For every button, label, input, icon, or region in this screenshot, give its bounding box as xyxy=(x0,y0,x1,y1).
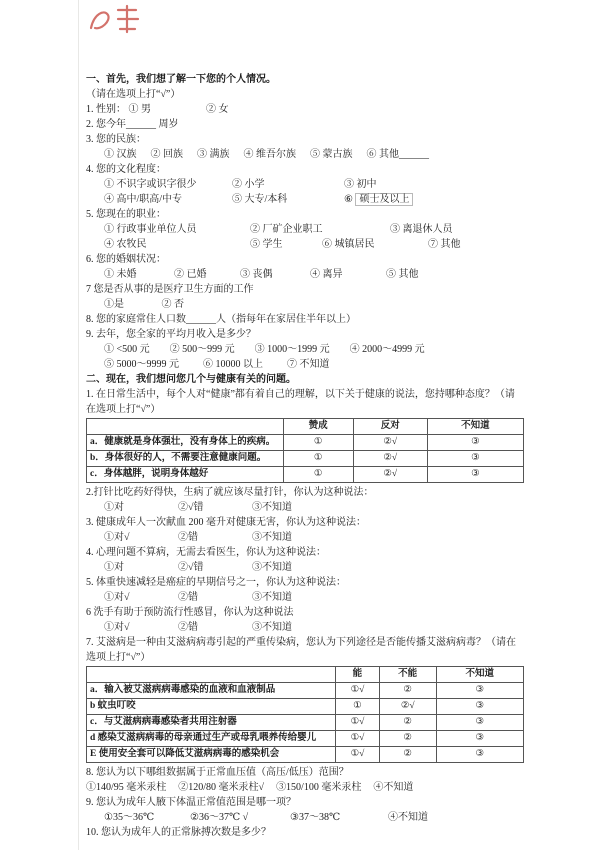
statement-cell: a．输入被艾滋病病毒感染的血液和血液制品 xyxy=(87,683,336,699)
answer-cell: ① xyxy=(336,699,380,715)
table-header xyxy=(87,667,336,683)
question-handwashing-label: 6 洗手有助于预防流行性感冒，你认为这种说法 xyxy=(86,607,294,618)
option: ①对√ xyxy=(104,532,130,543)
option: ③不知道 xyxy=(252,592,292,603)
question-household-size: 8. 您的家庭常住人口数______人（指每年在家居住半年以上） xyxy=(86,314,356,325)
option: ① 不识字或识字很少 xyxy=(104,179,197,190)
answer-cell: ① xyxy=(283,451,353,467)
option: ③37～38℃ xyxy=(290,812,341,823)
question-income-options-row1 xyxy=(86,342,524,357)
question-blood-donation-options xyxy=(86,530,524,545)
question-blood-donation-label: 3. 健康成年人一次献血 200 毫升对健康无害，你认为这种说法： xyxy=(86,517,366,528)
answer-cell: ①√ xyxy=(336,731,380,747)
statement-cell: b．身体很好的人，不需要注意健康问题。 xyxy=(87,451,284,467)
questionnaire-content xyxy=(86,72,524,840)
question-injection-options xyxy=(86,500,524,515)
answer-cell: ③ xyxy=(436,683,523,699)
statement-cell: c．身体越胖，说明身体越好 xyxy=(87,467,284,483)
option: ④不知道 xyxy=(388,812,428,823)
option: ⑥ 10000 以上 xyxy=(203,359,263,370)
option: ⑤ 其他 xyxy=(386,269,419,280)
question-occupation-label: 5. 您现在的职业： xyxy=(86,209,166,220)
answer-cell: ③ xyxy=(436,731,523,747)
option: ③不知道 xyxy=(252,622,292,633)
table-row xyxy=(87,451,524,467)
option: ⑥ 其他______ xyxy=(366,149,429,160)
question-medical-work-label: 7 您是否从事的是医疗卫生方面的工作 xyxy=(86,284,254,295)
answer-cell: ① xyxy=(283,435,353,451)
option: ②错 xyxy=(178,622,198,633)
option: ② 厂矿企业职工 xyxy=(250,224,323,235)
answer-cell: ②√ xyxy=(353,451,427,467)
section2-title: 二、现在，我们想问您几个与健康有关的问题。 xyxy=(86,374,296,385)
option: ①对√ xyxy=(104,622,130,633)
option: ⑦ 其他 xyxy=(428,239,461,250)
question-gender xyxy=(86,102,524,117)
table-header xyxy=(87,419,284,435)
table-row xyxy=(87,699,524,715)
question-body-temp-label: 9. 您认为成年人腋下体温正常值范围是哪一项？ xyxy=(86,797,296,808)
answer-cell: ②√ xyxy=(379,699,436,715)
option: ③不知道 xyxy=(252,532,292,543)
answer-cell: ① xyxy=(283,467,353,483)
option: ② 已婚 xyxy=(174,269,207,280)
question-education-options-row1 xyxy=(86,177,524,192)
answer-cell: ③ xyxy=(436,715,523,731)
option: ①是 xyxy=(104,299,124,310)
table-row xyxy=(87,731,524,747)
option: ①对 xyxy=(104,562,124,573)
option: ① 行政事业单位人员 xyxy=(104,224,197,235)
question-blood-pressure-label: 8. 您认为以下哪组数据属于正常血压值（高压/低压）范围？ xyxy=(86,767,349,778)
option: ③ 离退休人员 xyxy=(390,224,453,235)
option: ⑦ 不知道 xyxy=(287,359,330,370)
option: ④不知道 xyxy=(373,782,414,793)
question-aids-text: 7. 艾滋病是一种由艾滋病病毒引起的严重传染病，您认为下列途径是否能传播艾滋病病毒？（请在选项上打“√”） xyxy=(86,637,516,663)
question-income-label: 9. 去年，您全家的平均月收入是多少？ xyxy=(86,329,256,340)
option: ② 否 xyxy=(161,299,184,310)
option: ①对 xyxy=(104,502,124,513)
question-marital-label: 6. 您的婚姻状况： xyxy=(86,254,166,265)
question-body-temp-options xyxy=(86,810,524,825)
option: ① <500 元 xyxy=(104,344,150,355)
section1-title: 一、首先，我们想了解一下您的个人情况。 xyxy=(86,74,276,85)
option: ③ 丧偶 xyxy=(240,269,273,280)
question-occupation-options-row2 xyxy=(86,237,524,252)
question-label: 1. 性别： xyxy=(86,104,126,115)
statement-cell: a．健康就是身体强壮，没有身体上的疾病。 xyxy=(87,435,284,451)
answer-cell: ①√ xyxy=(336,683,380,699)
option: ② 女 xyxy=(206,104,229,115)
option: ⑤ 蒙古族 xyxy=(310,149,353,160)
option: ②√错 xyxy=(178,502,204,513)
table-header-row xyxy=(87,667,524,683)
table-header-row xyxy=(87,419,524,435)
option: ①35～36℃ xyxy=(104,812,155,823)
question-medical-work-options xyxy=(86,297,524,312)
statement-cell: E 使用安全套可以降低艾滋病病毒的感染机会 xyxy=(87,747,336,763)
option: ⑤ 5000～9999 元 xyxy=(104,359,179,370)
option: ① 汉族 xyxy=(104,149,137,160)
option: ① 男 xyxy=(128,104,151,115)
option: ③150/100 毫米汞柱 xyxy=(276,782,362,793)
boxed-option-text: 硕士及以上 xyxy=(355,193,413,206)
question-marital-options xyxy=(86,267,524,282)
question-education-options-row2 xyxy=(86,192,524,207)
answer-cell: ②√ xyxy=(353,467,427,483)
option: ③ 1000～1999 元 xyxy=(254,344,330,355)
question-weight-loss-label: 5. 体重快速减轻是癌症的早期信号之一，你认为这种说法： xyxy=(86,577,346,588)
question-age: 2. 您今年______ 周岁 xyxy=(86,119,179,130)
answer-cell: ② xyxy=(379,747,436,763)
option: ④ 离异 xyxy=(310,269,343,280)
table-header: 不知道 xyxy=(436,667,523,683)
table-row xyxy=(87,467,524,483)
question-ethnicity-options xyxy=(86,147,524,162)
question-education-label: 4. 您的文化程度： xyxy=(86,164,166,175)
question-pulse-label: 10. 您认为成年人的正常脉搏次数是多少？ xyxy=(86,827,271,838)
statement-cell: c．与艾滋病病毒感染者共用注射器 xyxy=(87,715,336,731)
answer-cell: ③ xyxy=(427,451,523,467)
answer-cell: ③ xyxy=(427,435,523,451)
answer-cell: ③ xyxy=(427,467,523,483)
question-weight-loss-options xyxy=(86,590,524,605)
table-header: 反对 xyxy=(353,419,427,435)
option: ②错 xyxy=(178,532,198,543)
option: ③不知道 xyxy=(252,562,292,573)
table-header: 不知道 xyxy=(427,419,523,435)
table-header: 不能 xyxy=(379,667,436,683)
option: ③不知道 xyxy=(252,502,292,513)
aids-transmission-table xyxy=(86,666,524,763)
option: ⑥ 城镇居民 xyxy=(322,239,375,250)
question-mental-health-options xyxy=(86,560,524,575)
answer-cell: ② xyxy=(379,715,436,731)
question-injection-label: 2.打针比吃药好得快，生病了就应该尽量打针，你认为这种说法： xyxy=(86,487,374,498)
question-mental-health-label: 4. 心理问题不算病，无需去看医生，你认为这种说法： xyxy=(86,547,326,558)
question-income-options-row2 xyxy=(86,357,524,372)
option: ④ 维吾尔族 xyxy=(243,149,296,160)
statement-cell: b 蚊虫叮咬 xyxy=(87,699,336,715)
option: ② 500～999 元 xyxy=(169,344,235,355)
option: ①140/95 毫米汞柱 xyxy=(86,782,167,793)
question-health-attitude-text: 1. 在日常生活中，每个人对“健康”都有着自己的理解，以下关于健康的说法，您持哪种态度？（请在选项上打“√”） xyxy=(86,389,515,415)
answer-cell: ② xyxy=(379,683,436,699)
option: ②错 xyxy=(178,592,198,603)
option: ④ 农牧民 xyxy=(104,239,147,250)
table-row xyxy=(87,715,524,731)
question-ethnicity-label: 3. 您的民族： xyxy=(86,134,146,145)
answer-cell: ①√ xyxy=(336,747,380,763)
table-row xyxy=(87,435,524,451)
option: ① 未婚 xyxy=(104,269,137,280)
table-row xyxy=(87,683,524,699)
option: ② 小学 xyxy=(232,179,265,190)
option: ③ 初中 xyxy=(344,179,377,190)
answer-cell: ③ xyxy=(436,747,523,763)
question-occupation-options-row1 xyxy=(86,222,524,237)
option: ③ 满族 xyxy=(197,149,230,160)
option: ②120/80 毫米汞柱√ xyxy=(178,782,265,793)
option: ④ 高中/职高/中专 xyxy=(104,194,183,205)
answer-cell: ②√ xyxy=(353,435,427,451)
scan-edge-line xyxy=(78,0,79,850)
option: ⑤ 学生 xyxy=(250,239,283,250)
question-blood-pressure-options xyxy=(86,780,524,795)
option xyxy=(344,192,524,207)
question-handwashing-options xyxy=(86,620,524,635)
option: ④ 2000～4999 元 xyxy=(349,344,425,355)
section1-note: （请在选项上打“√”） xyxy=(86,89,181,100)
answer-cell: ② xyxy=(379,731,436,747)
option: ②36～37℃ √ xyxy=(190,812,249,823)
option: ①对√ xyxy=(104,592,130,603)
health-attitude-table xyxy=(86,418,524,483)
option: ⑤ 大专/本科 xyxy=(232,194,288,205)
statement-cell: d 感染艾滋病病毒的母亲通过生产或母乳喂养传给婴儿 xyxy=(87,731,336,747)
option-number: ⑥ xyxy=(344,194,353,205)
answer-cell: ③ xyxy=(436,699,523,715)
option: ② 回族 xyxy=(150,149,183,160)
table-header: 能 xyxy=(336,667,380,683)
table-row xyxy=(87,747,524,763)
answer-cell: ①√ xyxy=(336,715,380,731)
red-stamp-mark xyxy=(84,2,144,38)
option: ②√错 xyxy=(178,562,204,573)
table-header: 赞成 xyxy=(283,419,353,435)
